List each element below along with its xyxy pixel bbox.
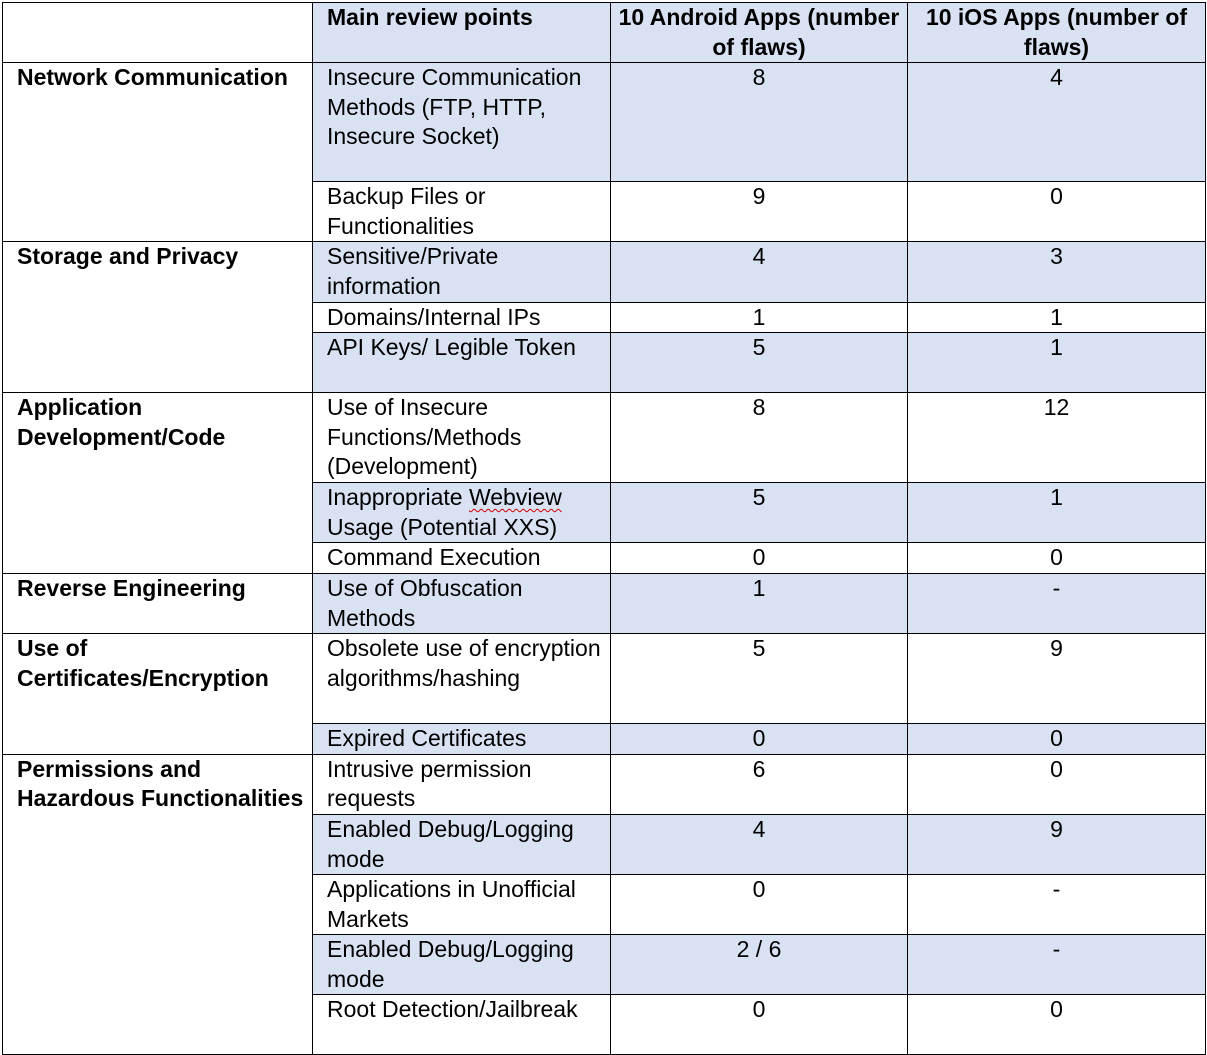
category-cell: Reverse Engineering <box>3 573 313 633</box>
category-cell: Network Communication <box>3 63 313 242</box>
review-point-cell: Use of Insecure Functions/Methods (Development) <box>313 393 611 483</box>
header-corner <box>3 3 313 63</box>
android-count-cell: 8 <box>611 63 908 182</box>
android-count-cell: 1 <box>611 302 908 333</box>
ios-count-cell: 0 <box>908 724 1206 755</box>
review-point-cell <box>313 483 611 543</box>
ios-count-cell: 9 <box>908 634 1206 724</box>
spellcheck-word: Webview <box>468 484 562 511</box>
header-ios: 10 iOS Apps (number of flaws) <box>908 3 1206 63</box>
category-cell: Use of Certificates/Encryption <box>3 634 313 755</box>
android-count-cell: 0 <box>611 724 908 755</box>
ios-count-cell: 0 <box>908 754 1206 814</box>
review-point-cell: Enabled Debug/Logging mode <box>313 935 611 995</box>
table-row <box>3 754 1206 814</box>
category-cell: Permissions and Hazardous Functionalities <box>3 754 313 1055</box>
ios-count-cell: 4 <box>908 63 1206 182</box>
review-point-cell: Use of Obfuscation Methods <box>313 573 611 633</box>
table-row <box>3 242 1206 302</box>
ios-count-cell: 0 <box>908 543 1206 574</box>
review-point-cell: Domains/Internal IPs <box>313 302 611 333</box>
android-count-cell: 1 <box>611 573 908 633</box>
android-count-cell: 5 <box>611 483 908 543</box>
review-point-cell: Intrusive permission requests <box>313 754 611 814</box>
android-count-cell: 0 <box>611 995 908 1055</box>
review-point-cell: Backup Files or Functionalities <box>313 182 611 242</box>
ios-count-cell: - <box>908 875 1206 935</box>
ios-count-cell: 0 <box>908 995 1206 1055</box>
category-cell: Application Development/Code <box>3 393 313 574</box>
android-count-cell: 8 <box>611 393 908 483</box>
ios-count-cell: 0 <box>908 182 1206 242</box>
ios-count-cell: - <box>908 935 1206 995</box>
review-point-text: Usage (Potential XXS) <box>327 513 558 540</box>
category-cell: Storage and Privacy <box>3 242 313 393</box>
ios-count-cell: - <box>908 573 1206 633</box>
ios-count-cell: 9 <box>908 814 1206 874</box>
table-row <box>3 634 1206 724</box>
android-count-cell: 9 <box>611 182 908 242</box>
review-point-text: Inappropriate <box>327 484 469 511</box>
review-point-cell: Enabled Debug/Logging mode <box>313 814 611 874</box>
review-point-cell: Applications in Unofficial Markets <box>313 875 611 935</box>
header-android: 10 Android Apps (number of flaws) <box>611 3 908 63</box>
flaws-table <box>2 2 1206 1055</box>
table-row <box>3 63 1206 182</box>
android-count-cell: 6 <box>611 754 908 814</box>
android-count-cell: 0 <box>611 875 908 935</box>
header-row <box>3 3 1206 63</box>
review-point-cell: Insecure Communication Methods (FTP, HTTP, Insecure Socket) <box>313 63 611 182</box>
review-point-cell: Command Execution <box>313 543 611 574</box>
ios-count-cell: 12 <box>908 393 1206 483</box>
ios-count-cell: 1 <box>908 483 1206 543</box>
review-point-cell: Expired Certificates <box>313 724 611 755</box>
ios-count-cell: 1 <box>908 333 1206 393</box>
android-count-cell: 5 <box>611 634 908 724</box>
header-review-points: Main review points <box>313 3 611 63</box>
android-count-cell: 5 <box>611 333 908 393</box>
review-point-cell: Root Detection/Jailbreak <box>313 995 611 1055</box>
table-row <box>3 573 1206 633</box>
android-count-cell: 2 / 6 <box>611 935 908 995</box>
ios-count-cell: 1 <box>908 302 1206 333</box>
android-count-cell: 4 <box>611 242 908 302</box>
ios-count-cell: 3 <box>908 242 1206 302</box>
review-point-cell: Sensitive/Private information <box>313 242 611 302</box>
android-count-cell: 4 <box>611 814 908 874</box>
review-point-cell: Obsolete use of encryption algorithms/hashing <box>313 634 611 724</box>
review-point-cell: API Keys/ Legible Token <box>313 333 611 393</box>
table-row <box>3 393 1206 483</box>
android-count-cell: 0 <box>611 543 908 574</box>
